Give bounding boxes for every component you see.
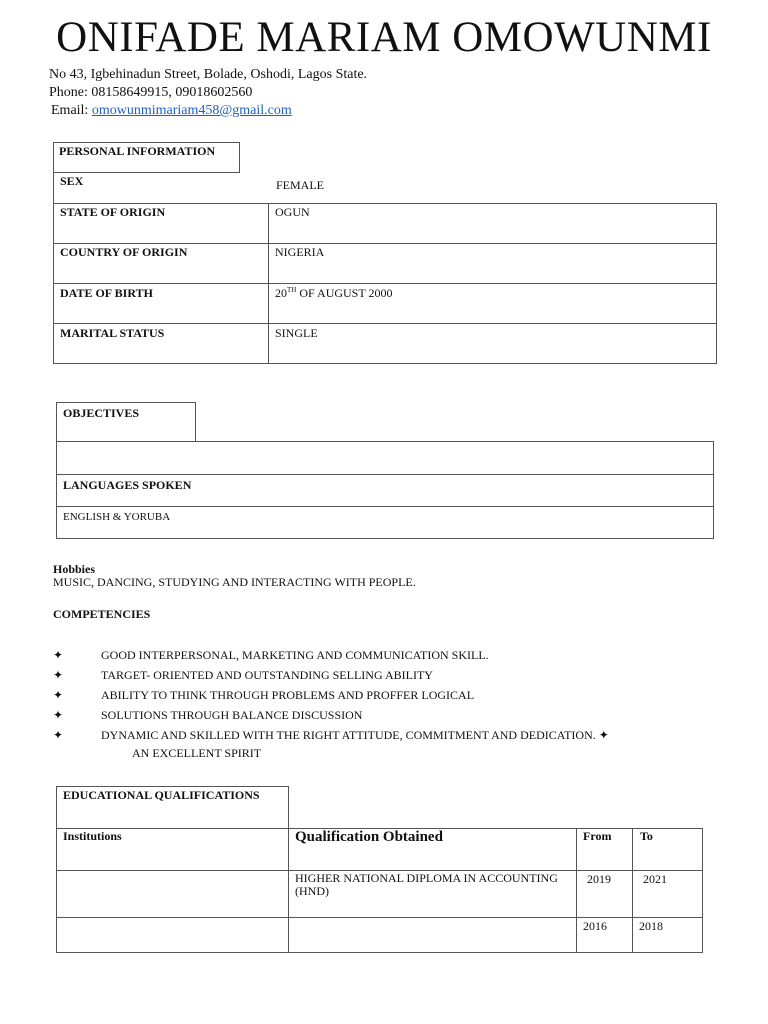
education-title: EDUCATIONAL QUALIFICATIONS bbox=[63, 788, 260, 802]
bullet-icon: ✦ bbox=[53, 668, 64, 682]
state-of-origin-label: STATE OF ORIGIN bbox=[60, 205, 166, 219]
email-label: Email: bbox=[51, 103, 92, 118]
education-col-divider bbox=[576, 828, 577, 953]
qualification-cell: HIGHER NATIONAL DIPLOMA IN ACCOUNTING (HND) bbox=[295, 871, 558, 898]
personal-info-title: PERSONAL INFORMATION bbox=[59, 144, 216, 158]
competency-item: DYNAMIC AND SKILLED WITH THE RIGHT ATTITUDE, COMMITMENT AND DEDICATION. ✦ bbox=[101, 728, 609, 742]
phone-line: Phone: 08158649915, 09018602560 bbox=[49, 85, 253, 100]
education-col-divider bbox=[632, 828, 633, 953]
bullet-icon: ✦ bbox=[53, 728, 64, 742]
languages-title: LANGUAGES SPOKEN bbox=[63, 478, 192, 492]
resume-name: ONIFADE MARIAM OMOWUNMI bbox=[56, 14, 712, 61]
country-of-origin-value: NIGERIA bbox=[275, 245, 325, 259]
competency-item: TARGET- ORIENTED AND OUTSTANDING SELLING ABILITY bbox=[101, 668, 433, 682]
email-line bbox=[51, 102, 292, 120]
competencies-title: COMPETENCIES bbox=[53, 607, 151, 621]
personal-row-divider bbox=[53, 283, 717, 284]
date-of-birth-label: DATE OF BIRTH bbox=[60, 286, 153, 300]
to-header: To bbox=[640, 829, 653, 843]
institutions-header: Institutions bbox=[63, 829, 122, 843]
objectives-title: OBJECTIVES bbox=[63, 406, 140, 420]
date-of-birth-value bbox=[275, 286, 392, 301]
qualification-header: Qualification Obtained bbox=[295, 829, 443, 845]
sex-label: SEX bbox=[60, 174, 84, 188]
bullet-icon: ✦ bbox=[53, 708, 64, 722]
to-cell: 2021 bbox=[643, 872, 667, 886]
bullet-icon: ✦ bbox=[53, 688, 64, 702]
state-of-origin-value: OGUN bbox=[275, 205, 310, 219]
dob-rest: OF AUGUST 2000 bbox=[296, 286, 393, 300]
hobbies-title: Hobbies bbox=[53, 562, 96, 576]
hobbies-text: MUSIC, DANCING, STUDYING AND INTERACTING WITH PEOPLE. bbox=[53, 575, 416, 589]
bullet-icon: ✦ bbox=[53, 648, 64, 662]
objectives-row-divider bbox=[56, 506, 714, 507]
marital-status-value: SINGLE bbox=[275, 326, 318, 340]
to-cell: 2018 bbox=[639, 919, 663, 933]
education-row-divider bbox=[56, 917, 703, 918]
competency-item: SOLUTIONS THROUGH BALANCE DISCUSSION bbox=[101, 708, 363, 722]
personal-row-divider bbox=[53, 243, 717, 244]
competency-item: GOOD INTERPERSONAL, MARKETING AND COMMUNICATION SKILL. bbox=[101, 648, 489, 662]
from-header: From bbox=[583, 829, 612, 843]
dob-ordinal: TH bbox=[287, 286, 297, 294]
education-col-divider bbox=[288, 828, 289, 953]
from-cell: 2019 bbox=[587, 872, 611, 886]
country-of-origin-label: COUNTRY OF ORIGIN bbox=[60, 245, 188, 259]
competency-item: ABILITY TO THINK THROUGH PROBLEMS AND PROFFER LOGICAL bbox=[101, 688, 475, 702]
objectives-row-divider bbox=[56, 474, 714, 475]
personal-row-divider bbox=[53, 323, 717, 324]
languages-value: ENGLISH & YORUBA bbox=[63, 511, 171, 523]
dob-day: 20 bbox=[275, 286, 287, 300]
sex-value: FEMALE bbox=[276, 178, 324, 192]
marital-status-label: MARITAL STATUS bbox=[60, 326, 165, 340]
from-cell: 2016 bbox=[583, 919, 607, 933]
competency-continuation: AN EXCELLENT SPIRIT bbox=[132, 746, 262, 760]
email-link[interactable]: omowunmimariam458@gmail.com bbox=[91, 103, 292, 118]
address-line: No 43, Igbehinadun Street, Bolade, Oshodi, Lagos State. bbox=[49, 67, 368, 82]
